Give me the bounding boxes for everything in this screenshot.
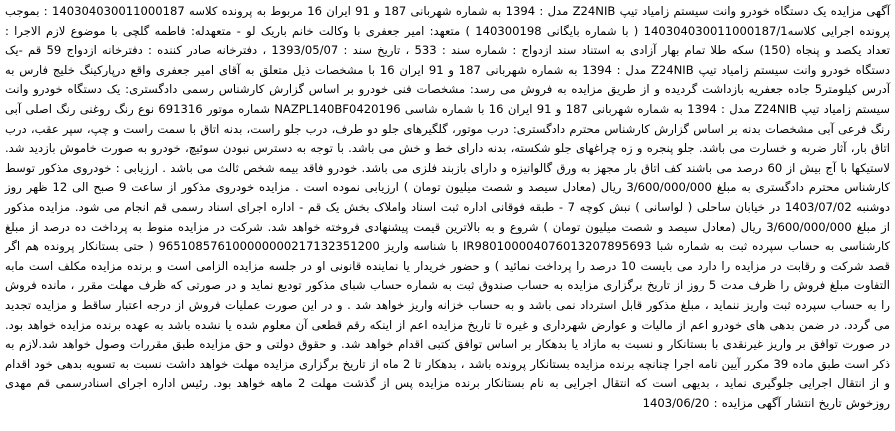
notice-body: [5, 2, 890, 413]
notice-text: آگهی مزایده یک دستگاه خودرو وانت سیستم زامیاد تیپ Z24NIB مدل : 1394 به شماره شهربانی 187 و 91 ایران 16 مربوط به پرونده کلاسه 140304030011000187 : بموجب پرونده اجرایی کلاسه140304030011000187/1 ( با شماره بایگانی 140300198 ) متعهد: امیر جعفری با وکالت خانم باریک لو - متعهدله: فاطمه گلچی با موضوع لازم الاجرا : تعداد یکصد و پنجاه (150) سکه طلا تمام بهار آزادی به استناد سند ازدواج : شماره سند : 533 ، تاریخ سند : 1393/05/07 ، دفترخانه صادر کننده : دفترخانه ازدواج 59 قم -یک دستگاه خودرو وانت سیستم زامیاد تیپ Z24NIB مدل : 1394 به شماره شهربانی 187 و 91 ایران 16 با مشخصات ذیل متعلق به آقای امیر جعفری واقع درپارکینگ خلیج فارس به آدرس کیلومتر5 جاده جعفریه بازداشت گردیده و از طریق مزایده به فروش می رسد: مشخصات فنی خودرو بر اساس گزارش کارشناس رسمی دادگستری: یک دستگاه خودرو وانت سیستم زامیاد تیپ Z24NIB مدل : 1394 به شماره شهربانی 187 و 91 ایران 16 با شماره شاسی NAZPL140BF0420196 شماره موتور 691316 نوع رنگ روغنی رنگ اصلی آبی رنگ فرعی آبی مشخصات بدنه بر اساس گزارش کارشناس محترم دادگستری: درب موتور، گلگیرهای جلو دو طرف، درب جلو راست، بدنه اتاق با سمت راست و چپ، سپر عقب، درب اتاق بار، آثار ضربه و خسارت می باشد. جلو پنجره و زه چراغهای جلو شکسته، بدنه دارای خط و خش می باشد. با توجه به دسترس نبودن سوئیچ، خودرو به صورت خاموش بازدید شد. لاستیکها با آج بیش از 60 درصد می باشند کف اتاق بار مجهز به ورق گالوانیزه و دارای بازبند فلزی می باشد. خودرو فاقد بیمه شخص ثالث می باشد . ارزیابی : خودروی مذکور توسط کارشناس محترم دادگستری به مبلغ 3/600/000/000 ریال (معادل سیصد و شصت میلیون تومان ) ارزیابی نموده است . مزایده خودروی مذکور از ساعت 9 صبح الی 12 ظهر روز دوشنبه 1403/07/02 در خیابان ساحلی ( لواسانی ) نبش کوچه 7 - طبقه فوقانی اداره ثبت اسناد واملاک بخش یک قم - اداره اجرای اسناد رسمی قم انجام می شود. مزایده مذکور از مبلغ 3/600/000/000 ریال (معادل سیصد و شصت میلیون تومان ) شروع و به بالاترین قیمت پیشنهادی فروخته خواهد شد. شرکت در مزایده منوط به پرداخت ده درصد از مبلغ کارشناسی به حساب سپرده ثبت به شماره شبا IR980100004076013207895693 با شناسه واریز 965108576100000000217132351200 ( حتی بستانکار پرونده هم اگر قصد شرکت و رقابت در مزایده را دارد می بایست 10 درصد را پرداخت نمائید ) و حضور خریدار یا نماینده قانونی او در جلسه مزایده الزامی است و برنده مزایده مکلف است مابه التفاوت مبلغ فروش را ظرف مدت 5 روز از تاریخ برگزاری مزایده به حساب صندوق ثبت به شماره حساب شبای مذکور تودیع نماید و در صورتی که ظرف مهلت مقرر ، مانده فروش را به حساب سپرده ثبت واریز ننماید ، مبلغ مذکور قابل استرداد نمی باشد و به حساب خزانه واریز خواهد شد . و در این صورت عملیات فروش از درجه اعتبار ساقط و مزایده تجدید می گردد. در ضمن بدهی های خودرو اعم از مالیات و عوارض شهرداری و غیره تا تاریخ مزایده اعم از اینکه رقم قطعی آن معلوم شده یا نشده باشد به عهده برنده مزایده خواهد بود. در صورت توافق بر واریز غیرنقدی با بستانکار و نسبت به مازاد یا بدهکار بر اساس توافق کتبی اقدام خواهد شد. و حقوق دولتی و حق مزایده طبق مقررات وصول خواهد شد.لازم به ذکر است طبق ماده 39 مکرر آیین نامه اجرا چنانچه برنده مزایده بستانکار پرونده باشد ، بدهکار تا 2 ماه از تاریخ برگزاری مزایده مهلت خواهد داشت نسبت به تسویه بدهی خود اقدام و از انتقال اجرایی جلوگیری نماید ، بدیهی است که انتقال اجرایی به نام بستانکار برنده مزایده پس از گذشت مهلت 2 ماهه خواهد بود. رئیس اداره اجرای اسنادرسمی قم مهدی روزخوش تاریخ انتشار آگهی مزایده :: [5, 4, 891, 410]
publish-date: 1403/06/20: [642, 395, 710, 410]
